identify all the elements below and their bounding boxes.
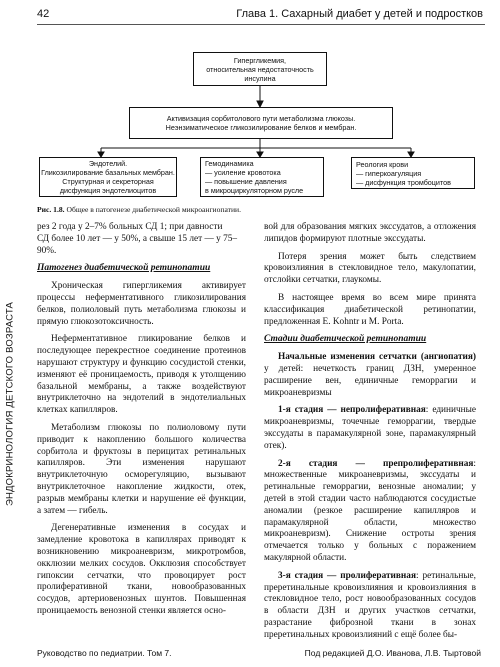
stage-2 bbox=[264, 459, 476, 565]
box-endothelium bbox=[39, 157, 177, 197]
heading-pathogenesis: Патогенез диабетической ретинопатии bbox=[37, 263, 211, 274]
side-running-title-text: ЭНДОКРИНОЛОГИЯ ДЕТСКОГО ВОЗРАСТА bbox=[4, 301, 16, 507]
footer-book-title: Руководство по педиатрии. Том 7. bbox=[37, 648, 172, 658]
box-hemodynamics-line-4: в микроциркуляторном русле bbox=[205, 186, 304, 195]
stage-3-title: 3-я стадия — пролиферативная bbox=[278, 570, 416, 581]
box-rheology-line-3: — дисфункция тромбоцитов bbox=[356, 177, 451, 187]
stage-1-text: : единичные микроаневризмы, точечные геморрагии, твердые экссудаты в парамакулярной зоне, парамакулярный отек). bbox=[264, 405, 477, 451]
box-hemodynamics-line-3: — повышение давления bbox=[205, 177, 287, 186]
box-hyperglycemia-line-1: Гипергликемия, bbox=[233, 55, 287, 65]
figure-caption-label: Рис. 1.8. bbox=[37, 205, 65, 214]
left-p3: Неферментативное гликирование белков и последующее перекрестное соединение протеинов нарушают структуру и функцию сосудистой стенки, изменяют её проницаемость, приводя к утолщению базальной мембраны, а также воздействуют внутриклеточно на эндотелий в эндотелиальных клетках капилляров. bbox=[37, 334, 246, 416]
left-p1-line-3: 90%. bbox=[37, 245, 57, 256]
left-p1-line-2: СД более 10 лет — у 50%, а свыше 15 лет — у 75– bbox=[37, 233, 238, 244]
left-p5: Дегенеративные изменения в сосудах и замедление кровотока в капиллярах приводят к возникновению микроаневризм, микротромбов, окклюзии мелких сосудов. Окклюзия способствует гипоксии сетчатки, что провоцирует рост пролиферативной ткани, новообразованных сосудов, артериовенозных шунтов. Повышенная проницаемость венозной стенки является осно- bbox=[37, 523, 246, 616]
side-running-title bbox=[3, 224, 17, 584]
stage-1 bbox=[264, 405, 476, 452]
stage-3-text: : ретинальные, преретинальные кровоизлияния и кровоизлияния в стекловидное тело, рост новообразованных сосудов в области ДЗН и других участков сетчатки, разрастание фиброзной ткани в зонах преретинальных кровоизлияний с ещё более бы- bbox=[264, 570, 476, 640]
left-p4: Метаболизм глюкозы по полиоловому пути приводит к накоплению большого количества сорбитола и фруктозы в перицитах ретинальных капилляров. Эти изменения нарушают внутриклеточную осморегуляцию, вызывают внутриклеточное накопление жидкости, отек, разрыв мембраны клетки и нарушение её функции, а затем — гибель. bbox=[37, 422, 246, 516]
box-endothelium-line-2: Гликозилирование базальных мембран. bbox=[41, 168, 175, 177]
figure-caption-text: Общее в патогенезе диабетической микроангиопатии. bbox=[64, 205, 241, 214]
stage-initial-title: Начальные изменения сетчатки (ангиопатия) bbox=[278, 352, 476, 363]
stage-3 bbox=[264, 571, 476, 642]
left-p1-line-1: рез 2 года у 2–7% больных СД 1; при давности bbox=[37, 222, 223, 232]
box-endothelium-line-4: дисфункция эндотелиоцитов bbox=[59, 186, 157, 195]
stage-1-title: 1-я стадия — непролиферативная bbox=[278, 405, 426, 416]
figure-caption bbox=[37, 205, 485, 214]
page-footer bbox=[37, 648, 485, 662]
footer-editors: Под редакцией Д.О. Иванова, Л.В. Тыртовой bbox=[304, 648, 481, 658]
left-p1 bbox=[37, 222, 246, 257]
box-rheology-line-1: Реология крови bbox=[356, 159, 409, 169]
page-number: 42 bbox=[37, 8, 50, 20]
left-column bbox=[37, 222, 246, 618]
right-p1: вой для образования мягких экссудатов, а отложения липидов формируют плотные экссудаты. bbox=[264, 222, 476, 244]
box-sorbitol-line-1: Активизация сорбитолового пути метаболизма глюкозы. bbox=[166, 114, 356, 123]
right-p2: Потеря зрения может быть следствием кровоизлияния в стекловидное тело, макулопатии, отслойки сетчатки, глаукомы. bbox=[264, 251, 476, 286]
heading-stages: Стадии диабетической ретинопатии bbox=[264, 334, 427, 345]
right-p3: В настоящее время во всем мире принята классификация диабетической ретинопатии, предложенная E. Kohntr и M. Porta. bbox=[264, 292, 476, 327]
box-hyperglycemia-line-3: инсулина bbox=[244, 73, 276, 83]
box-hemodynamics-line-1: Гемодинамика bbox=[205, 159, 254, 168]
page-header bbox=[37, 8, 485, 25]
box-hemodynamics-line-2: — усиление кровотока bbox=[205, 168, 281, 177]
stage-2-title: 2-я стадия — препролиферативная bbox=[278, 458, 474, 469]
box-endothelium-line-1: Эндотелий. bbox=[88, 159, 128, 168]
box-sorbitol-line-2: Неэнзиматическое гликозилирование белков и мембран. bbox=[165, 123, 357, 132]
stage-initial-text: у детей: нечеткость границ ДЗН, умеренное расширение вен, единичные геморрагии и микроаневризмы bbox=[264, 363, 476, 398]
stage-2-text: : множественные микроаневризмы, экссудаты и ретинальные геморрагии, венозные аномалии; у детей в этой стадии часто наблюдаются сосудистые аномалии (резкое расширение капилляров и парамакулярной области, множество микроаневризм). Снижение остроты зрения отмечается только у больных с поражением макулярной области. bbox=[264, 458, 476, 563]
box-hyperglycemia bbox=[193, 52, 327, 86]
box-blood-rheology bbox=[351, 157, 475, 189]
box-endothelium-line-3: Структурная и секреторная bbox=[62, 177, 154, 186]
box-hyperglycemia-line-2: относительная недостаточность bbox=[206, 64, 314, 74]
right-column bbox=[264, 222, 476, 642]
left-p2: Хроническая гипергликемия активирует процессы неферментативного гликозилирования белков, полиоловый путь метаболизма глюкозы и прямую глюкозотоксичность. bbox=[37, 281, 246, 327]
pathogenesis-diagram bbox=[37, 40, 485, 198]
box-sorbitol-pathway bbox=[129, 107, 393, 139]
stage-initial bbox=[264, 352, 476, 399]
box-rheology-line-2: — гиперкоагуляция bbox=[356, 168, 422, 178]
chapter-title: Глава 1. Сахарный диабет у детей и подростков bbox=[236, 8, 483, 20]
box-hemodynamics bbox=[200, 157, 324, 197]
